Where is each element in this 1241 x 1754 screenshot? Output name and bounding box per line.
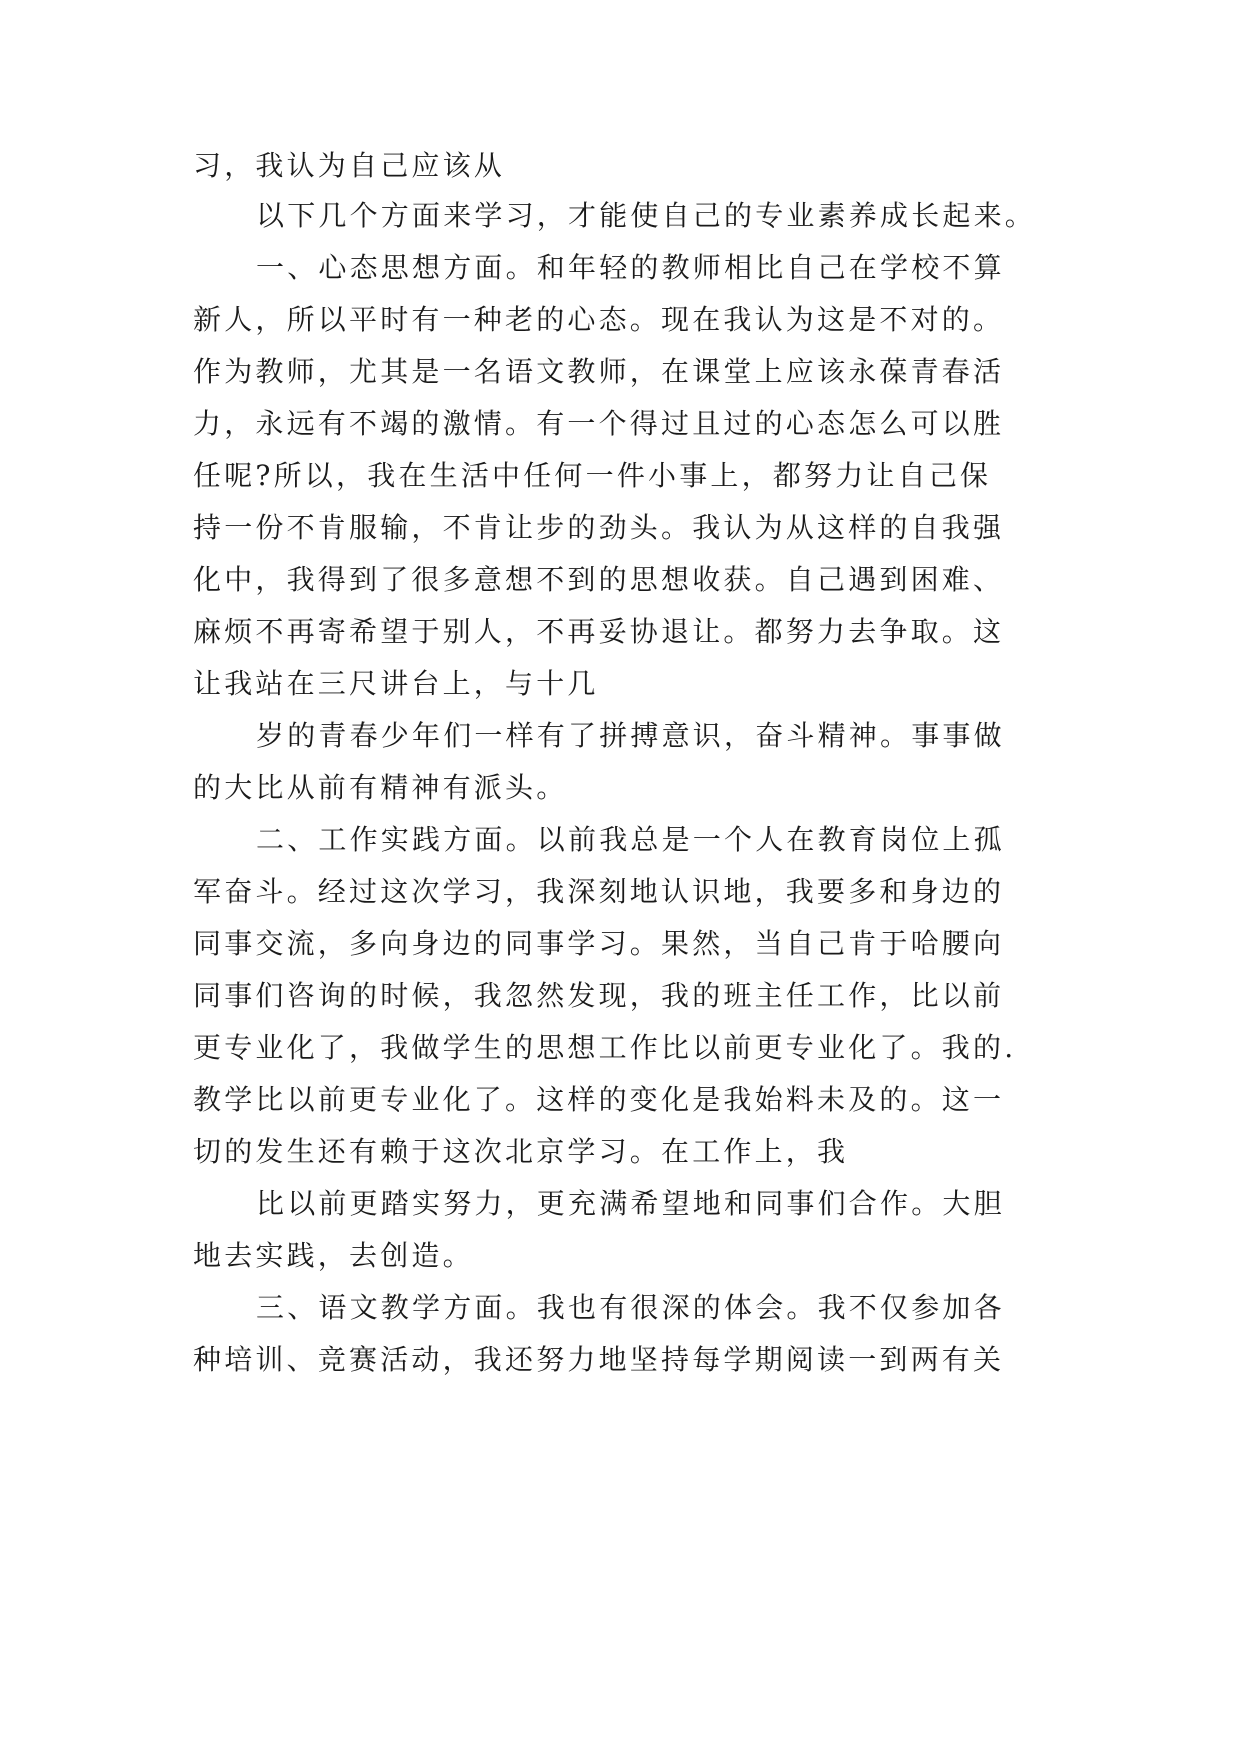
- text-line: 二、工作实践方面。以前我总是一个人在教育岗位上孤: [256, 823, 1005, 856]
- text-line: 比以前更踏实努力，更充满希望地和同事们合作。大胆: [256, 1187, 1005, 1220]
- text-line: 切的发生还有赖于这次北京学习。在工作上，我: [193, 1135, 849, 1168]
- text-line: 教学比以前更专业化了。这样的变化是我始料未及的。这一: [193, 1083, 1005, 1116]
- text-line: 一、心态思想方面。和年轻的教师相比自己在学校不算: [256, 251, 1005, 284]
- text-line: 作为教师，尤其是一名语文教师，在课堂上应该永葆青春活: [193, 355, 1005, 388]
- text-line: 更专业化了，我做学生的思想工作比以前更专业化了。我的.: [193, 1031, 1017, 1064]
- text-line: 以下几个方面来学习，才能使自己的专业素养成长起来。: [256, 199, 1037, 232]
- text-line: 持一份不肯服输，不肯让步的劲头。我认为从这样的自我强: [193, 511, 1005, 544]
- text-line: 力，永远有不竭的激情。有一个得过且过的心态怎么可以胜: [193, 407, 1005, 440]
- text-line: 种培训、竞赛活动，我还努力地坚持每学期阅读一到两有关: [193, 1343, 1005, 1376]
- text-line: 军奋斗。经过这次学习，我深刻地认识地，我要多和身边的: [193, 875, 1005, 908]
- text-line: 的大比从前有精神有派头。: [193, 771, 568, 804]
- text-line: 麻烦不再寄希望于别人，不再妥协退让。都努力去争取。这: [193, 615, 1005, 648]
- text-line: 任呢?所以，我在生活中任何一件小事上，都努力让自己保: [193, 459, 992, 492]
- text-line: 习，我认为自己应该从: [193, 149, 506, 182]
- text-line: 化中，我得到了很多意想不到的思想收获。自己遇到困难、: [193, 563, 1005, 596]
- text-line: 同事交流，多向身边的同事学习。果然，当自己肯于哈腰向: [193, 927, 1005, 960]
- text-line: 让我站在三尺讲台上，与十几: [193, 667, 599, 700]
- text-line: 新人，所以平时有一种老的心态。现在我认为这是不对的。: [193, 303, 1005, 336]
- text-line: 地去实践，去创造。: [193, 1239, 474, 1272]
- text-line: 岁的青春少年们一样有了拼搏意识，奋斗精神。事事做: [256, 719, 1005, 752]
- text-line: 三、语文教学方面。我也有很深的体会。我不仅参加各: [256, 1291, 1005, 1324]
- text-line: 同事们咨询的时候，我忽然发现，我的班主任工作，比以前: [193, 979, 1005, 1012]
